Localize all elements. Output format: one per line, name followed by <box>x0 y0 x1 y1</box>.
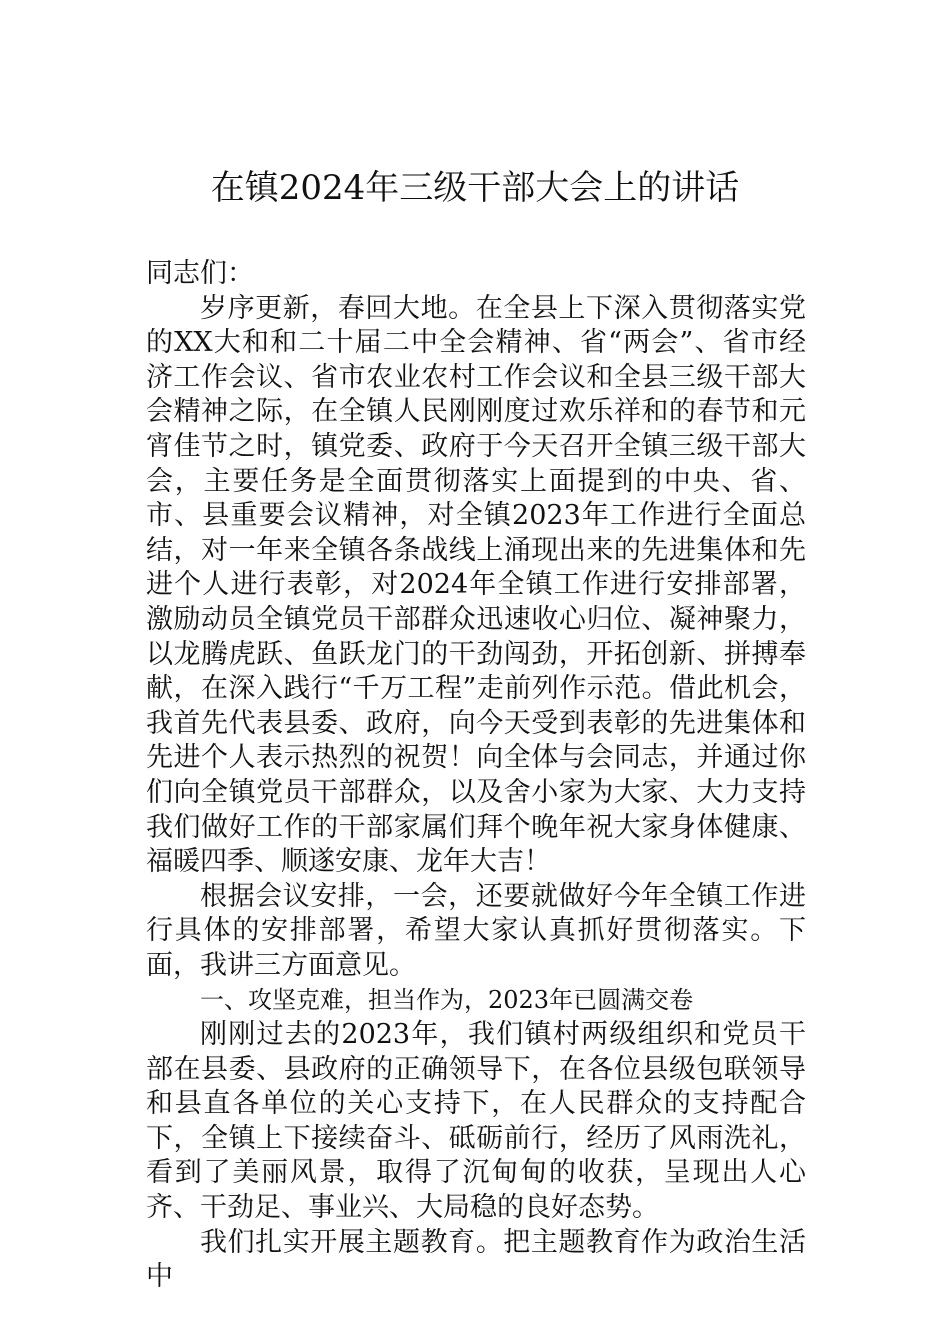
paragraph-arrangement: 根据会议安排，一会，还要就做好今年全镇工作进行具体的安排部署，希望大家认真抓好贯彻落实。下面，我讲三方面意见。 <box>146 880 806 981</box>
paragraph-review: 刚刚过去的2023年，我们镇村两级组织和党员干部在县委、县政府的正确领导下，在各位县级包联领导和县直各单位的关心支持下，在人民群众的支持配合下，全镇上下接续奋斗、砥砺前行，经历了风雨洗礼，看到了美丽风景，取得了沉甸甸的收获，呈现出人心齐、干劲足、事业兴、大局稳的良好态势。 <box>146 1019 806 1224</box>
section-heading: 一、攻坚克难，担当作为，2023年已圆满交卷 <box>200 986 694 1015</box>
document-title: 在镇2024年三级干部大会上的讲话 <box>210 168 740 208</box>
salutation: 同志们： <box>146 258 254 289</box>
paragraph-opening: 岁序更新，春回大地。在全县上下深入贯彻落实党的XX大和和二十届二中全会精神、省“两会”、省市经济工作会议、省市农业农村工作会议和全县三级干部大会精神之际，在全镇人民刚刚度过欢乐祥和的春节和元宵佳节之时，镇党委、政府于今天召开全镇三级干部大会，主要任务是全面贯彻落实上面提到的中央、省、市、县重要会议精神，对全镇2023年工作进行全面总结，对一年来全镇各条战线上涌现出来的先进集体和先进个人进行表彰，对2024年全镇工作进行安排部署，激励动员全镇党员干部群众迅速收心归位、凝神聚力，以龙腾虎跃、鱼跃龙门的干劲闯劲，开拓创新、拼搏奉献，在深入践行“千万工程”走前列作示范。借此机会，我首先代表县委、政府，向今天受到表彰的先进集体和先进个人表示热烈的祝贺！向全体与会同志，并通过你们向全镇党员干部群众，以及舍小家为大家、大力支持我们做好工作的干部家属们拜个晚年祝大家身体健康、福暖四季、顺遂安康、龙年大吉！ <box>146 292 806 878</box>
paragraph-education: 我们扎实开展主题教育。把主题教育作为政治生活中 <box>146 1226 806 1293</box>
document-body <box>146 257 806 1295</box>
